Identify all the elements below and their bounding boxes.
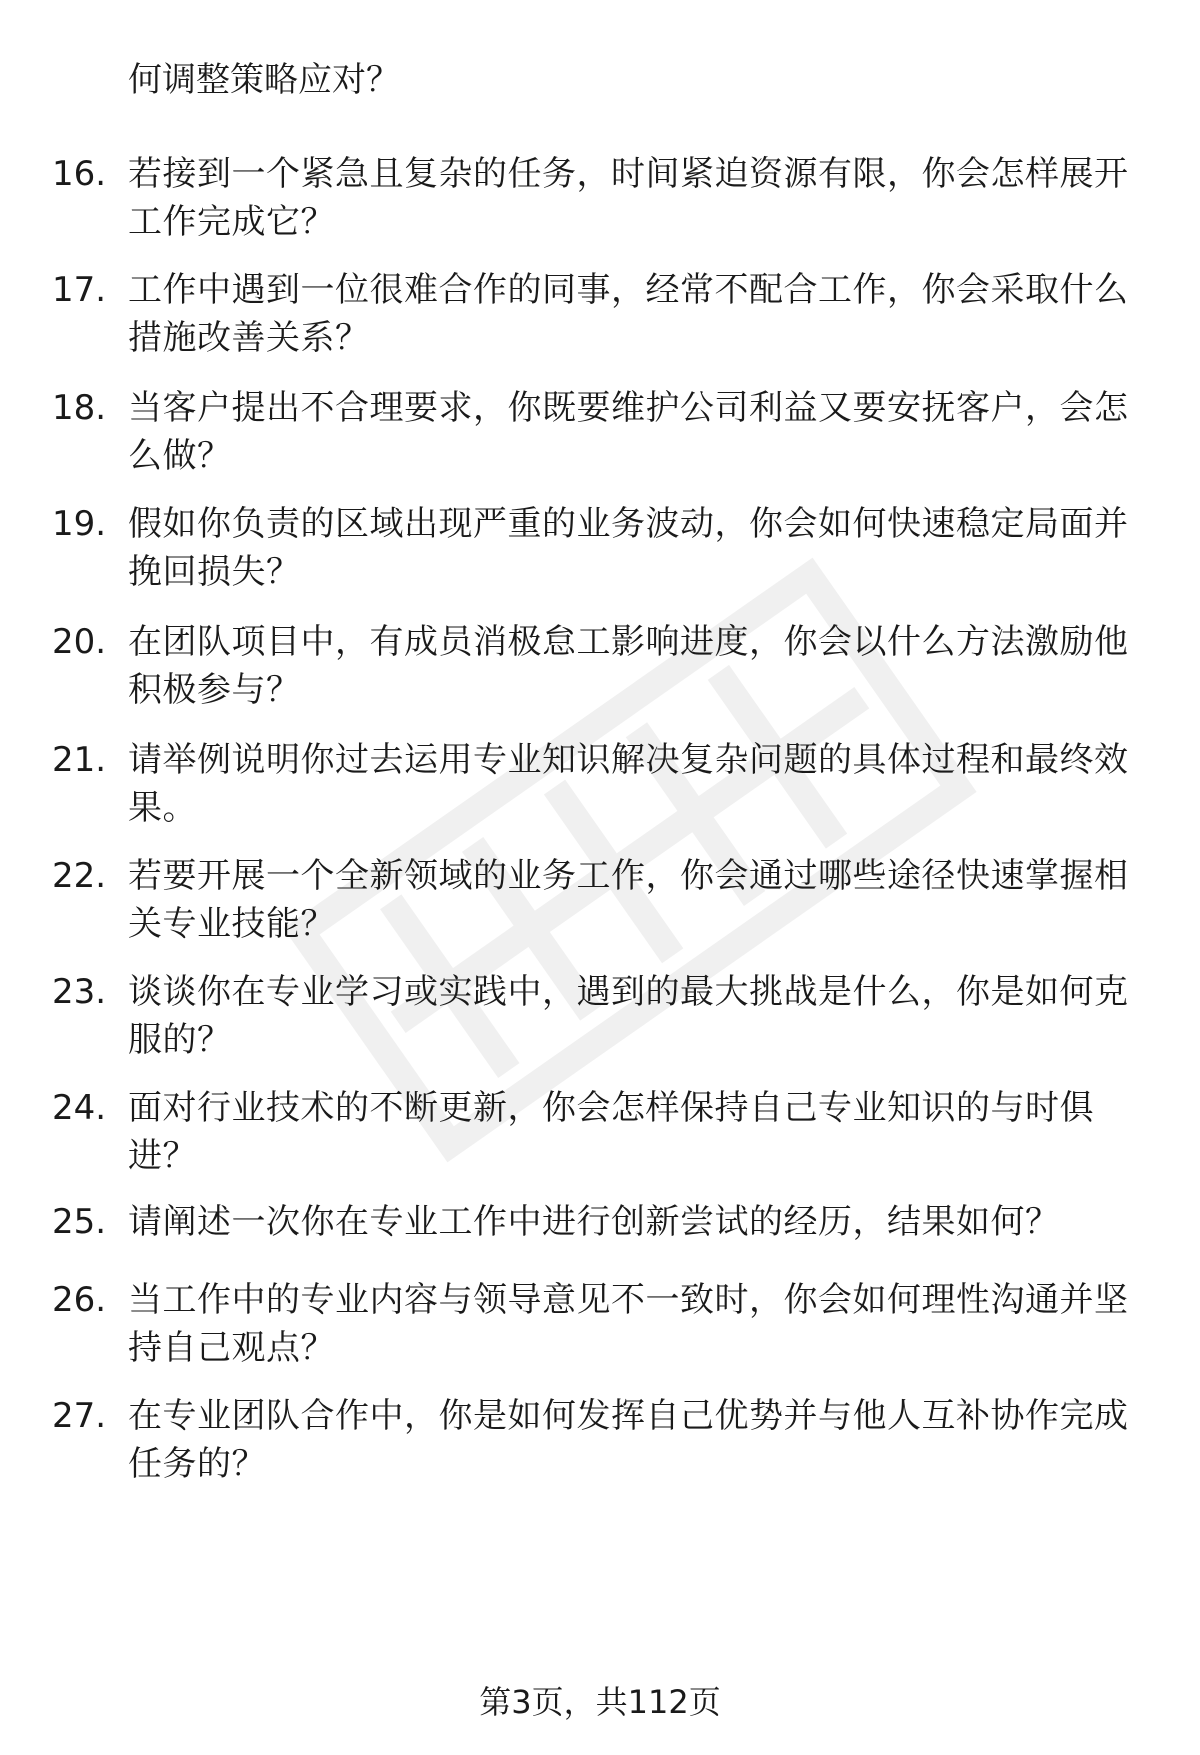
question-text: 请阐述一次你在专业工作中进行创新尝试的经历，结果如何？ [128, 1202, 1060, 1242]
page-footer: 第3页，共112页 [479, 1683, 721, 1721]
question-number: 17. [52, 270, 107, 310]
question-number: 22. [52, 856, 107, 896]
question-number: 18. [52, 388, 107, 428]
question-number: 23. [52, 972, 107, 1012]
question-text: 若要开展一个全新领域的业务工作，你会通过哪些途径快速掌握相关专业技能？ [128, 856, 1129, 944]
question-text: 谈谈你在专业学习或实践中，遇到的最大挑战是什么，你是如何克服的？ [128, 972, 1129, 1060]
question-number: 19. [52, 504, 107, 544]
question-number: 26. [52, 1280, 107, 1320]
question-text: 若接到一个紧急且复杂的任务，时间紧迫资源有限，你会怎样展开工作完成它？ [128, 154, 1129, 242]
question-text: 面对行业技术的不断更新，你会怎样保持自己专业知识的与时俱进？ [128, 1088, 1094, 1176]
question-number: 20. [52, 622, 107, 662]
question-number: 24. [52, 1088, 107, 1128]
question-text: 当客户提出不合理要求，你既要维护公司利益又要安抚客户，会怎么做？ [128, 388, 1129, 476]
question-text: 在专业团队合作中，你是如何发挥自己优势并与他人互补协作完成任务的？ [128, 1396, 1129, 1484]
question-number: 16. [52, 154, 107, 194]
question-text: 当工作中的专业内容与领导意见不一致时，你会如何理性沟通并坚持自己观点？ [128, 1280, 1129, 1368]
continued-question-text: 何调整策略应对？ [128, 60, 400, 100]
question-number: 25. [52, 1202, 107, 1242]
question-text: 在团队项目中，有成员消极怠工影响进度，你会以什么方法激励他积极参与？ [128, 622, 1129, 710]
question-number: 27. [52, 1396, 107, 1436]
question-text: 请举例说明你过去运用专业知识解决复杂问题的具体过程和最终效果。 [128, 740, 1129, 828]
question-number: 21. [52, 740, 107, 780]
question-text: 假如你负责的区域出现严重的业务波动，你会如何快速稳定局面并挽回损失？ [128, 504, 1129, 592]
question-text: 工作中遇到一位很难合作的同事，经常不配合工作，你会采取什么措施改善关系？ [128, 270, 1129, 358]
